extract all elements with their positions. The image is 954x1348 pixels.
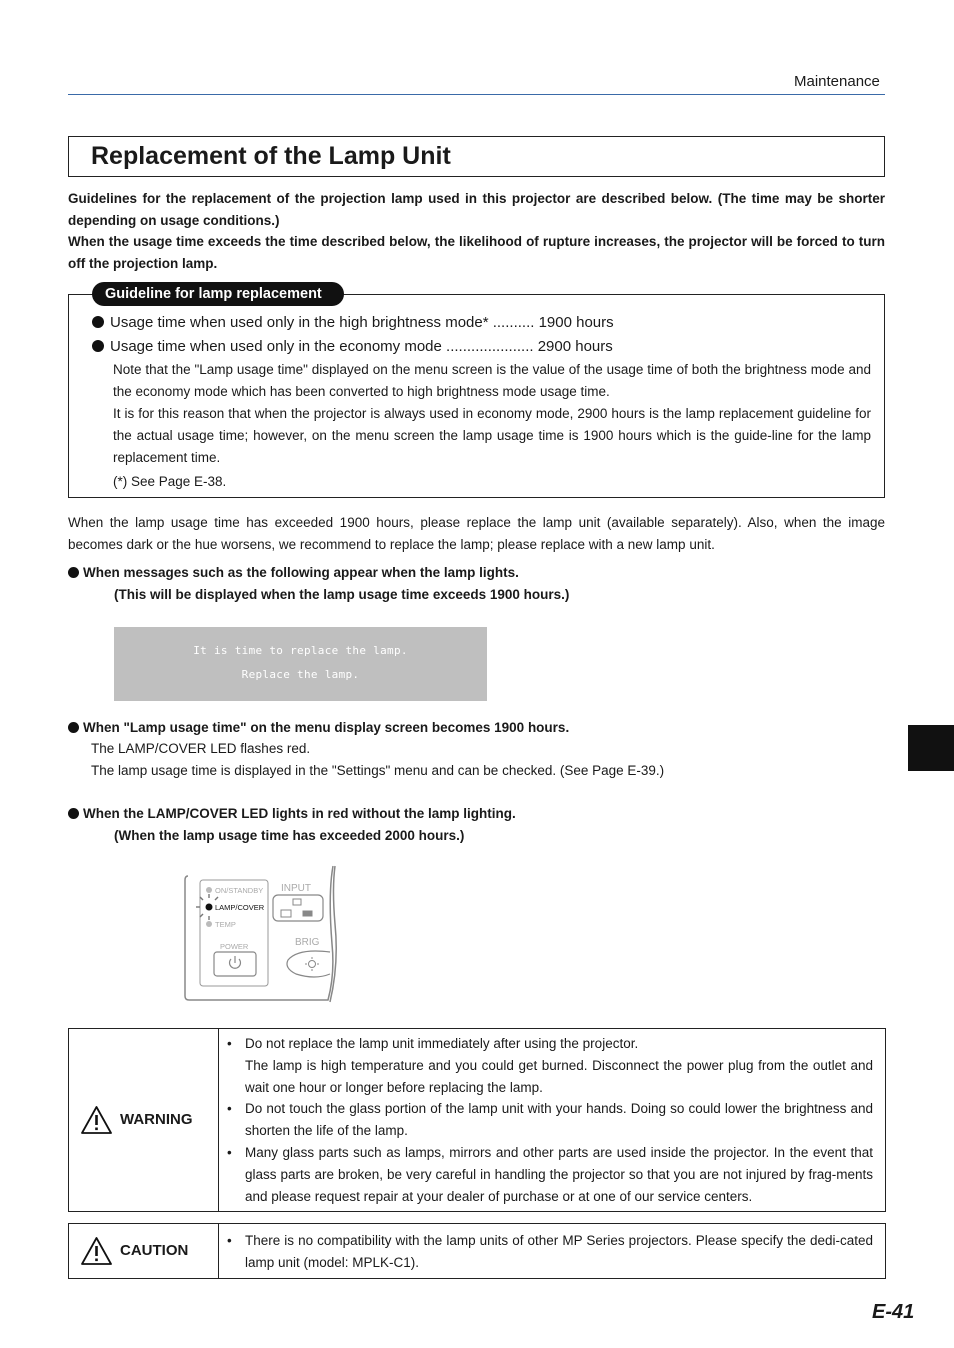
- sun-icon: [305, 957, 319, 971]
- guideline-note: [113, 359, 871, 469]
- header-rule: [68, 94, 885, 95]
- guideline-note-1: Note that the "Lamp usage time" displayed on the menu screen is the value of the usage time of both the brightness mode and the economy mode which has been converted to high brightness mode usage time.: [113, 362, 871, 399]
- power-button: [214, 952, 256, 976]
- case3-heading: [68, 806, 516, 821]
- intro-paragraph-2: When the usage time exceeds the time described below, the likelihood of rupture increases, the projector will be forced to turn off the projection lamp.: [68, 234, 885, 271]
- power-label: POWER: [220, 942, 249, 951]
- case1-heading-text: When messages such as the following appear when the lamp lights.: [83, 565, 519, 580]
- caution-label-cell: [69, 1224, 219, 1279]
- case2-line-2: The lamp usage time is displayed in the "Settings" menu and can be checked. (See Page E-39.): [91, 763, 665, 778]
- case1-sub: (This will be displayed when the lamp usage time exceeds 1900 hours.): [114, 587, 570, 602]
- brightness-label: BRIG: [295, 937, 320, 948]
- case2-line-1: The LAMP/COVER LED flashes red.: [91, 741, 311, 756]
- power-icon: [230, 956, 241, 968]
- case2-heading: [68, 720, 569, 735]
- caution-table: [68, 1223, 886, 1279]
- input-label: INPUT: [281, 883, 311, 894]
- warning-item: • Do not touch the glass portion of the lamp unit with your hands. Doing so could lower the brightness and shorten the life of the lamp.: [227, 1098, 873, 1142]
- caution-triangle-icon: [81, 1237, 112, 1265]
- page-number: E-41: [872, 1301, 915, 1323]
- guideline-item-high-text: Usage time when used only in the high brightness mode* .......... 1900 hours: [110, 314, 614, 331]
- section-header: Maintenance: [794, 73, 880, 90]
- warning-label: WARNING: [120, 1111, 193, 1129]
- message-line-2: Replace the lamp.: [241, 668, 360, 681]
- caution-content: [219, 1224, 886, 1279]
- case2-heading-text: When "Lamp usage time" on the menu display screen becomes 1900 hours.: [83, 720, 570, 735]
- title-box: [68, 136, 885, 177]
- warning-content: [219, 1029, 886, 1212]
- case3-heading-text: When the LAMP/COVER LED lights in red without the lamp lighting.: [83, 806, 516, 821]
- input-source-icon: [281, 899, 312, 917]
- case1-heading: [68, 565, 519, 580]
- message-line-1: It is time to replace the lamp.: [193, 644, 408, 657]
- chapter-tab: [908, 725, 954, 771]
- warning-item: • Do not replace the lamp unit immediately after using the projector. The lamp is high temperature and you could get burned. Disconnect the power plug from the outlet and wait one hour or longer before replacing the lamp.: [227, 1033, 873, 1098]
- body-paragraph: When the lamp usage time has exceeded 1900 hours, please replace the lamp unit (available separately). Also, when the image becomes dark or the hue worsens, we recommend to replace the lamp; please replace with a new lamp unit.: [68, 515, 885, 552]
- lamp-message-screen: [114, 627, 487, 701]
- bullet-icon: [68, 567, 79, 578]
- guideline-item-economy: [92, 338, 613, 355]
- bullet-icon: [68, 722, 79, 733]
- caution-item: • There is no compatibility with the lamp units of other MP Series projectors. Please specify the dedi-cated lamp unit (model: MPLK-C1).: [227, 1230, 873, 1274]
- intro-paragraph-1: Guidelines for the replacement of the projection lamp used in this projector are described below. (The time may be shorter depending on usage conditions.): [68, 191, 885, 228]
- see-page-note: (*) See Page E-38.: [113, 474, 227, 489]
- warning-label-cell: [69, 1029, 219, 1212]
- control-panel-illustration: [180, 864, 340, 1006]
- on-standby-led-icon: [206, 887, 212, 893]
- page-title: Replacement of the Lamp Unit: [91, 142, 451, 170]
- guideline-tab: Guideline for lamp replacement: [92, 282, 344, 306]
- guideline-note-2: It is for this reason that when the projector is always used in economy mode, 2900 hours is the lamp replacement guideline for the actual usage time; however, on the menu screen the lamp usage time is 1900 hours which is the guide-line for the lamp replacement time.: [113, 406, 871, 465]
- intro: [68, 188, 885, 274]
- bullet-icon: [92, 316, 104, 328]
- temp-led-icon: [206, 921, 212, 927]
- temp-label: TEMP: [215, 920, 236, 929]
- bullet-icon: [92, 340, 104, 352]
- warning-triangle-icon: [81, 1106, 112, 1134]
- guideline-item-high: [92, 314, 614, 331]
- warning-table: [68, 1028, 886, 1212]
- case3-sub: (When the lamp usage time has exceeded 2000 hours.): [114, 828, 465, 843]
- lamp-cover-label: LAMP/COVER: [215, 903, 265, 912]
- on-standby-label: ON/STANDBY: [215, 886, 264, 895]
- warning-item: • Many glass parts such as lamps, mirrors and other parts are used inside the projector. In the event that glass parts are broken, be very careful in handling the projector so that you are not injured by frag-ments and please request repair at your dealer of purchase or at one of our service centers.: [227, 1142, 873, 1207]
- guideline-item-economy-text: Usage time when used only in the economy mode ..................... 2900 hours: [110, 338, 613, 355]
- caution-label: CAUTION: [120, 1241, 189, 1259]
- bullet-icon: [68, 808, 79, 819]
